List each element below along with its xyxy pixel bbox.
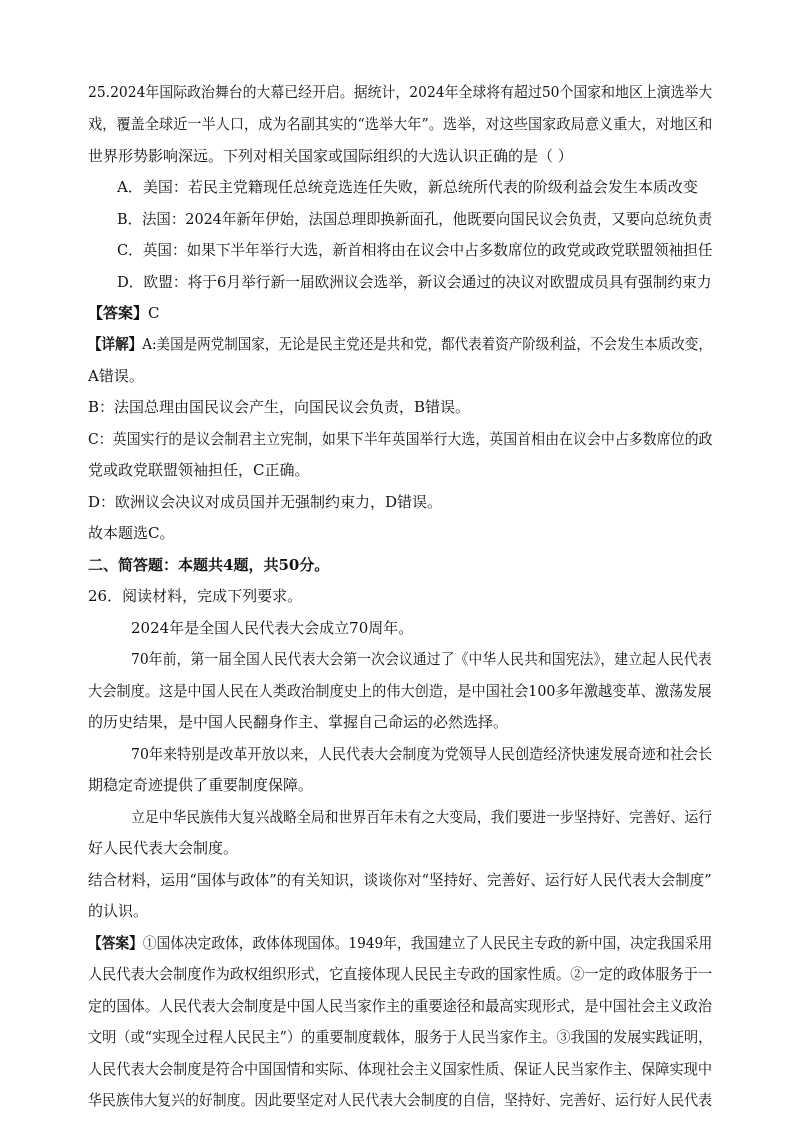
q25-detail-label: 【详解】 [88, 335, 143, 353]
q26-material-line-1: 2024年是全国人民代表大会成立70周年。 [131, 619, 414, 637]
q26-answer-label: 【答案】 [88, 934, 143, 952]
q25-detail-line-5: 党或政党联盟领袖担任，C正确。 [88, 461, 310, 479]
q26-question-line-1: 结合材料，运用“国体与政体”的有关知识，谈谈你对“坚持好、完善好、运行好人民代表大会制度” [88, 871, 712, 889]
q25-option-b: B．法国：2024年新年伊始，法国总理即换新面孔，他既要向国民议会负责，又要向总统负责 [117, 210, 713, 228]
q25-answer [88, 303, 160, 323]
q25-option-d: D．欧盟：将于6月举行新一届欧洲议会选举，新议会通过的决议对欧盟成员具有强制约束力 [117, 273, 712, 291]
q25-option-c: C．英国：如果下半年举行大选，新首相将由在议会中占多数席位的政党或政党联盟领袖担任 [117, 241, 713, 259]
q25-detail-line-4: C：英国实行的是议会制君主立宪制，如果下半年英国举行大选，英国首相由在议会中占多数席位的政 [88, 430, 713, 448]
q25-stem-line-2: 戏，覆盖全球近一半人口，成为名副其实的“选举大年”。选举，对这些国家政局意义重大，对地区和 [88, 115, 713, 133]
q26-material-line-3: 大会制度。这是中国人民在人类政治制度史上的伟大创造，是中国社会100多年激越变革、激荡发展 [88, 682, 712, 700]
q26-answer-line-1 [88, 933, 712, 953]
q25-detail-line-6: D：欧洲议会决议对成员国并无强制约束力，D错误。 [88, 493, 443, 511]
q26-intro: 26．阅读材料，完成下列要求。 [88, 587, 303, 605]
q26-material-line-7: 立足中华民族伟大复兴战略全局和世界百年未有之大变局，我们要进一步坚持好、完善好、运行 [131, 808, 713, 826]
q25-answer-label: 【答案】 [88, 304, 149, 322]
q26-answer-line-5: 人民代表大会制度是符合中国国情和实际、体现社会主义国家性质、保证人民当家作主、保障实现中 [88, 1060, 713, 1078]
section-heading: 二、简答题：本题共4题，共50分。 [88, 556, 330, 574]
q25-stem-line-1: 25.2024年国际政治舞台的大幕已经开启。据统计，2024年全球将有超过50个国家和地区上演选举大 [88, 83, 713, 101]
q26-material-line-6: 期稳定奇迹提供了重要制度保障。 [88, 776, 314, 794]
q25-detail-line-2: A错误。 [88, 367, 144, 385]
q25-detail-line-3: B：法国总理由国民议会产生，向国民议会负责，B错误。 [88, 398, 471, 416]
q26-material-line-8: 好人民代表大会制度。 [88, 839, 239, 857]
q26-answer-line-3: 定的国体。人民代表大会制度是中国人民当家作主的重要途径和最高实现形式，是中国社会主义政治 [88, 997, 713, 1015]
q25-detail-text-1: A:美国是两党制国家，无论是民主党还是共和党，都代表着资产阶级利益，不会发生本质改变， [142, 335, 712, 353]
q26-material-line-2: 70年前，第一届全国人民代表大会第一次会议通过了《中华人民共和国宪法》，建立起人民代表 [131, 650, 712, 668]
q26-material-line-4: 的历史结果，是中国人民翻身作主、掌握自己命运的必然选择。 [88, 713, 509, 731]
q25-option-a: A．美国：若民主党籍现任总统竞选连任失败，新总统所代表的阶级利益会发生本质改变 [117, 178, 698, 196]
q26-answer-line-4: 文明（或“实现全过程人民民主”）的重要制度载体，服务于人民当家作主。③我国的发展实践证明， [88, 1028, 713, 1046]
q26-question-line-2: 的认识。 [88, 902, 149, 920]
q26-answer-text-1: ①国体决定政体，政体体现国体。1949年，我国建立了人民民主专政的新中国，决定我国采用 [142, 934, 713, 952]
q26-material-line-5: 70年来特别是改革开放以来，人民代表大会制度为党领导人民创造经济快速发展奇迹和社会长 [131, 745, 713, 763]
q25-detail-line-1 [88, 334, 712, 354]
q26-answer-line-6: 华民族伟大复兴的好制度。因此要坚定对人民代表大会制度的自信，坚持好、完善好、运行好人民代表 [88, 1091, 712, 1109]
q25-stem-line-3: 世界形势影响深远。下列对相关国家或国际组织的大选认识正确的是（ ） [88, 147, 573, 165]
q26-answer-line-2: 人民代表大会制度作为政权组织形式，它直接体现人民民主专政的国家性质。②一定的政体服务于一 [88, 965, 713, 983]
q25-detail-line-7: 故本题选C。 [88, 524, 175, 542]
q25-answer-value: C [148, 304, 160, 322]
